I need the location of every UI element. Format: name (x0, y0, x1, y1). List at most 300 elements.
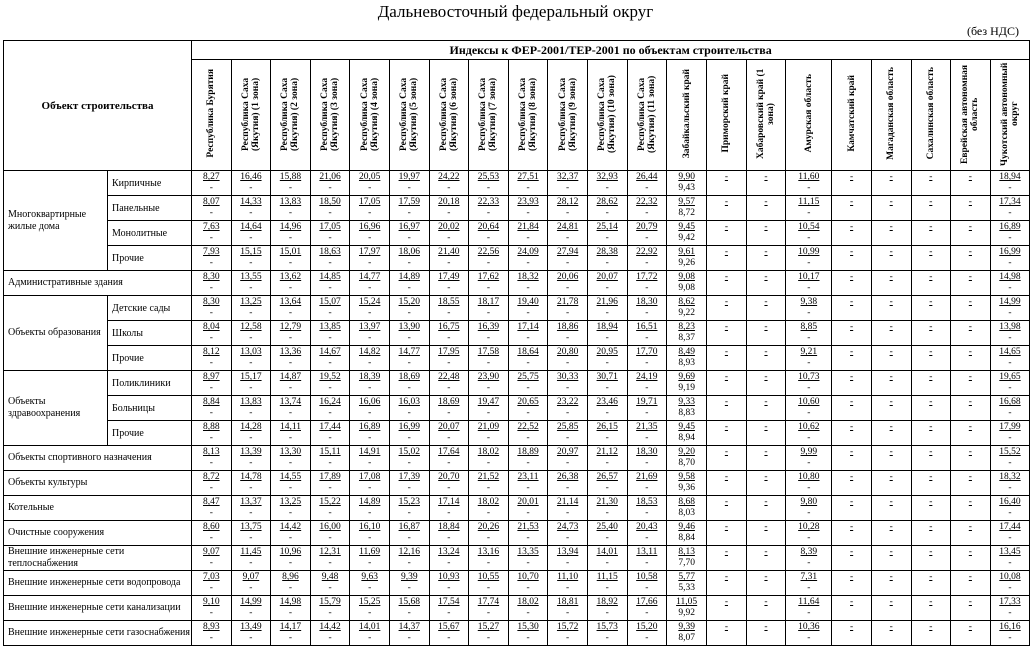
index-cell (871, 396, 911, 421)
index-value-secondary: - (368, 233, 372, 243)
index-value: 14,01 (596, 547, 618, 557)
index-value-secondary: - (486, 283, 491, 293)
index-cell (707, 196, 747, 221)
index-value-secondary: - (1008, 483, 1012, 493)
index-cell (271, 246, 311, 271)
index-cell (587, 446, 627, 471)
index-cell (911, 496, 951, 521)
index-value: 8,30 (202, 297, 220, 307)
index-cell (508, 471, 548, 496)
index-value: - (850, 372, 854, 382)
index-value: 13,37 (240, 497, 262, 507)
index-cell (508, 571, 548, 596)
index-value: 21,53 (517, 522, 539, 532)
index-value: 19,40 (517, 297, 539, 307)
region-header (271, 60, 311, 171)
index-cell (389, 471, 429, 496)
index-value: 14,77 (398, 347, 420, 357)
index-cell (746, 596, 786, 621)
index-cell (871, 271, 911, 296)
index-cell (469, 346, 509, 371)
region-header (350, 60, 390, 171)
index-cell (389, 221, 429, 246)
index-value-secondary: - (486, 358, 491, 368)
index-cell (627, 171, 667, 196)
index-value: 19,47 (477, 397, 500, 407)
index-value: 9,58 (678, 472, 695, 482)
index-cell (310, 221, 350, 246)
index-value: 10,73 (798, 372, 820, 382)
index-cell (667, 246, 707, 271)
index-value: - (929, 472, 933, 482)
index-cell (911, 321, 951, 346)
index-value-secondary: - (328, 533, 332, 543)
index-cell (508, 546, 548, 571)
index-value: 19,52 (319, 372, 341, 382)
index-cell (271, 221, 311, 246)
index-cell (271, 346, 311, 371)
index-value-secondary: 9,42 (678, 233, 695, 243)
object-category: Многоквартирные жилые дома (4, 171, 108, 271)
index-cell (832, 496, 872, 521)
index-value: - (929, 272, 933, 282)
index-cell (871, 546, 911, 571)
index-value-secondary: - (566, 383, 570, 393)
index-value-secondary: - (209, 283, 213, 293)
index-value: - (889, 197, 893, 207)
index-cell (429, 546, 469, 571)
table-row (4, 446, 1030, 471)
index-value-secondary: - (407, 633, 411, 643)
index-cell (786, 396, 832, 421)
index-cell (310, 421, 350, 446)
index-cell (508, 421, 548, 446)
index-value-secondary: - (1008, 508, 1012, 518)
index-value: - (968, 172, 972, 182)
index-value: - (929, 572, 933, 582)
index-value: - (850, 522, 854, 532)
index-cell (667, 496, 707, 521)
index-value: 16,87 (398, 522, 420, 532)
index-cell (231, 571, 271, 596)
index-cell (310, 171, 350, 196)
index-value: - (764, 222, 768, 232)
index-value: - (724, 322, 728, 332)
index-value: 15,23 (398, 497, 420, 507)
index-value-secondary: - (605, 483, 609, 493)
index-value-secondary: - (1008, 583, 1012, 593)
index-value-secondary: - (807, 358, 811, 368)
index-value: 17,14 (517, 322, 539, 332)
index-cell (192, 396, 232, 421)
index-value-secondary: - (288, 458, 293, 468)
index-cell (350, 371, 390, 396)
index-value: 16,96 (358, 222, 381, 232)
index-cell (429, 246, 469, 271)
index-value: 14,89 (358, 497, 381, 507)
region-name: Камчатский край (846, 75, 857, 152)
index-value: - (889, 572, 893, 582)
index-value-secondary: - (645, 208, 649, 218)
index-value: - (764, 447, 768, 457)
index-value-secondary: - (645, 283, 649, 293)
index-value: - (929, 372, 933, 382)
index-value-secondary: - (807, 258, 811, 268)
index-value: 18,02 (477, 447, 500, 457)
index-value: 15,68 (398, 597, 420, 607)
index-value: 14,99 (999, 297, 1021, 307)
index-value-secondary: - (486, 483, 491, 493)
index-value-secondary: - (645, 533, 649, 543)
index-cell (786, 271, 832, 296)
index-cell (587, 496, 627, 521)
index-cell (627, 346, 667, 371)
index-cell (231, 296, 271, 321)
index-value-secondary: - (807, 533, 811, 543)
index-value-secondary: - (1008, 433, 1012, 443)
index-cell (429, 621, 469, 646)
index-cell (832, 271, 872, 296)
index-value: - (968, 297, 972, 307)
index-value-secondary: - (288, 508, 293, 518)
index-value: 21,78 (556, 297, 579, 307)
index-value: - (889, 622, 893, 632)
index-value-secondary: - (328, 583, 332, 593)
index-value: - (850, 272, 854, 282)
index-value: - (968, 522, 972, 532)
index-cell (667, 421, 707, 446)
index-value-secondary: - (526, 458, 530, 468)
region-name: Амурская область (803, 74, 814, 153)
index-value-secondary: - (566, 208, 570, 218)
index-cell (627, 521, 667, 546)
region-header (832, 60, 872, 171)
index-value-secondary: - (209, 408, 213, 418)
index-cell (832, 196, 872, 221)
index-cell (587, 321, 627, 346)
index-cell (192, 271, 232, 296)
region-name: Республика Саха (Якутия) (6 зона) (438, 76, 459, 151)
index-value: 8,30 (202, 272, 220, 282)
index-value-secondary: - (645, 308, 649, 318)
index-value-secondary: - (447, 233, 451, 243)
index-value: 14,89 (398, 272, 420, 282)
index-cell (587, 546, 627, 571)
index-cell (548, 171, 588, 196)
index-cell (667, 371, 707, 396)
index-value: 9,08 (678, 272, 695, 282)
index-cell (192, 196, 232, 221)
index-cell (667, 321, 707, 346)
index-value-secondary: - (328, 608, 332, 618)
index-value: 30,71 (596, 372, 618, 382)
index-cell (310, 271, 350, 296)
index-cell (469, 496, 509, 521)
index-value: 14,28 (240, 422, 262, 432)
index-cell (389, 196, 429, 221)
index-value: - (724, 572, 728, 582)
index-value-secondary: - (526, 608, 530, 618)
index-cell (271, 546, 311, 571)
index-value: 9,10 (202, 597, 220, 607)
index-cell (627, 571, 667, 596)
index-cell (667, 571, 707, 596)
index-value: - (724, 297, 728, 307)
index-cell (389, 546, 429, 571)
index-value: 14,37 (398, 622, 420, 632)
index-value: 17,05 (319, 222, 341, 232)
index-value: 8,13 (202, 447, 220, 457)
index-cell (746, 571, 786, 596)
index-value-secondary: - (447, 483, 451, 493)
index-cell (911, 571, 951, 596)
index-value: 15,52 (999, 447, 1021, 457)
index-value-secondary: - (249, 583, 253, 593)
index-value-secondary: 8,84 (678, 533, 695, 543)
index-cell (271, 196, 311, 221)
index-cell (350, 596, 390, 621)
index-value: 13,11 (636, 547, 658, 557)
index-value-secondary: - (447, 608, 451, 618)
index-cell (271, 496, 311, 521)
index-value: 13,36 (279, 347, 302, 357)
index-value: - (968, 272, 972, 282)
index-value: - (724, 422, 728, 432)
index-value: 10,96 (279, 547, 302, 557)
index-cell (310, 521, 350, 546)
index-value: 16,75 (438, 322, 460, 332)
index-cell (990, 471, 1030, 496)
index-cell (429, 421, 469, 446)
index-value: - (724, 497, 728, 507)
index-value: 16,99 (398, 422, 420, 432)
index-cell (911, 296, 951, 321)
index-cell (271, 571, 311, 596)
index-value: 16,03 (398, 397, 420, 407)
object-category: Объекты здравоохранения (4, 371, 108, 446)
index-value: 10,99 (798, 247, 820, 257)
index-value: 12,79 (279, 322, 302, 332)
index-value-secondary: - (645, 558, 649, 568)
index-cell (990, 271, 1030, 296)
object-category: Внешние инженерные сети канализации (4, 596, 192, 621)
index-value: - (850, 547, 854, 557)
index-cell (469, 421, 509, 446)
index-value-secondary: - (526, 408, 530, 418)
index-cell (667, 346, 707, 371)
index-value-secondary: - (328, 308, 332, 318)
index-value: 15,79 (319, 597, 341, 607)
index-value-secondary: - (368, 608, 372, 618)
index-cell (231, 596, 271, 621)
index-value-secondary: - (645, 183, 649, 193)
index-value-secondary: - (447, 408, 451, 418)
index-cell (350, 171, 390, 196)
index-cell (389, 296, 429, 321)
index-value: 12,31 (319, 547, 341, 557)
index-cell (951, 546, 991, 571)
region-header (587, 60, 627, 171)
index-value-secondary: - (605, 433, 609, 443)
index-value: 7,31 (800, 572, 818, 582)
index-value-secondary: - (447, 383, 451, 393)
index-value-secondary: - (566, 558, 570, 568)
index-cell (389, 371, 429, 396)
index-value: - (929, 222, 933, 232)
region-name: Республика Бурятия (206, 69, 217, 158)
index-value-secondary: - (249, 358, 253, 368)
index-cell (548, 246, 588, 271)
index-value: 8,39 (800, 547, 818, 557)
index-value: 16,68 (999, 397, 1021, 407)
index-cell (508, 496, 548, 521)
index-value: - (724, 247, 728, 257)
index-value-secondary: - (605, 608, 609, 618)
region-name: Чукотский автономный округ (999, 61, 1020, 166)
index-value-secondary: - (605, 533, 609, 543)
index-value: - (889, 422, 893, 432)
index-value-secondary: - (368, 433, 372, 443)
index-value-secondary: - (566, 408, 570, 418)
index-cell (508, 371, 548, 396)
index-cell (192, 521, 232, 546)
index-value-secondary: - (807, 208, 811, 218)
index-cell (508, 621, 548, 646)
region-name: Республика Саха (Якутия) (10 зона) (597, 74, 618, 153)
table-row (4, 371, 1030, 396)
index-cell (990, 546, 1030, 571)
index-cell (350, 321, 390, 346)
index-cell (911, 471, 951, 496)
index-cell (587, 596, 627, 621)
index-cell (389, 421, 429, 446)
region-header (231, 60, 271, 171)
table-row (4, 471, 1030, 496)
index-value: 18,63 (319, 247, 341, 257)
index-cell (469, 296, 509, 321)
index-value: - (929, 197, 933, 207)
index-cell (350, 271, 390, 296)
index-cell (389, 396, 429, 421)
index-value-secondary: - (526, 208, 530, 218)
index-cell (548, 396, 588, 421)
index-value-secondary: - (645, 458, 649, 468)
index-value-secondary: - (447, 208, 451, 218)
index-cell (548, 546, 588, 571)
index-value-secondary: - (328, 233, 332, 243)
index-value: 7,63 (202, 222, 220, 232)
index-value-secondary: 5,33 (678, 583, 695, 593)
index-value: 17,70 (636, 347, 658, 357)
index-value: 16,99 (999, 247, 1021, 257)
index-value: 15,20 (636, 622, 658, 632)
index-cell (990, 571, 1030, 596)
index-value: 25,85 (556, 422, 579, 432)
index-cell (746, 621, 786, 646)
index-cell (707, 296, 747, 321)
index-value: 15,24 (358, 297, 381, 307)
index-value-secondary: - (526, 383, 530, 393)
index-cell (990, 446, 1030, 471)
index-value-secondary: - (368, 208, 372, 218)
index-value: 32,37 (556, 172, 579, 182)
index-value-secondary: - (328, 358, 332, 368)
index-value: 32,93 (596, 172, 618, 182)
index-cell (786, 321, 832, 346)
index-cell (746, 221, 786, 246)
index-value-secondary: - (605, 208, 609, 218)
index-value-secondary: - (368, 358, 372, 368)
index-value: 8,84 (202, 397, 220, 407)
index-cell (350, 621, 390, 646)
index-value: 11,05 (676, 597, 698, 607)
index-cell (707, 546, 747, 571)
region-name: Республика Саха (Якутия) (7 зона) (478, 76, 499, 151)
index-cell (192, 421, 232, 446)
index-value: - (968, 447, 972, 457)
index-value: - (889, 347, 893, 357)
index-value-secondary: - (807, 233, 811, 243)
table-row (4, 596, 1030, 621)
index-cell (990, 521, 1030, 546)
index-value-secondary: - (407, 433, 411, 443)
index-value: 14,67 (319, 347, 341, 357)
index-cell (310, 321, 350, 346)
index-value-secondary: - (407, 308, 411, 318)
index-value: - (889, 397, 893, 407)
index-value: 23,11 (517, 472, 539, 482)
index-value: 14,98 (279, 597, 302, 607)
index-value-secondary: - (249, 383, 253, 393)
index-value-secondary: - (526, 258, 530, 268)
index-value: 9,45 (678, 222, 695, 232)
index-value: - (889, 247, 893, 257)
index-cell (951, 471, 991, 496)
index-value-secondary: - (645, 383, 649, 393)
object-category: Котельные (4, 496, 192, 521)
index-cell (786, 596, 832, 621)
index-value-secondary: - (807, 433, 811, 443)
index-value: 21,35 (636, 422, 658, 432)
index-value-secondary: - (526, 308, 530, 318)
index-value: 13,45 (999, 547, 1021, 557)
index-cell (192, 446, 232, 471)
index-value-secondary: - (566, 433, 570, 443)
index-value-secondary: - (605, 508, 609, 518)
object-subtype: Прочие (108, 421, 192, 446)
index-cell (350, 496, 390, 521)
index-value: 14,64 (240, 222, 262, 232)
index-cell (271, 596, 311, 621)
index-cell (192, 346, 232, 371)
index-cell (231, 396, 271, 421)
index-value: 13,85 (319, 322, 341, 332)
index-value: 20,07 (438, 422, 460, 432)
index-cell (429, 446, 469, 471)
index-value: 17,58 (477, 347, 500, 357)
index-cell (350, 246, 390, 271)
index-value: 9,80 (800, 497, 818, 507)
index-cell (951, 496, 991, 521)
index-cell (231, 371, 271, 396)
index-value: 20,97 (556, 447, 579, 457)
index-cell (832, 446, 872, 471)
index-cell (627, 246, 667, 271)
index-value: - (764, 272, 768, 282)
index-cell (832, 571, 872, 596)
region-name: Сахалинская область (925, 67, 936, 160)
index-cell (951, 321, 991, 346)
